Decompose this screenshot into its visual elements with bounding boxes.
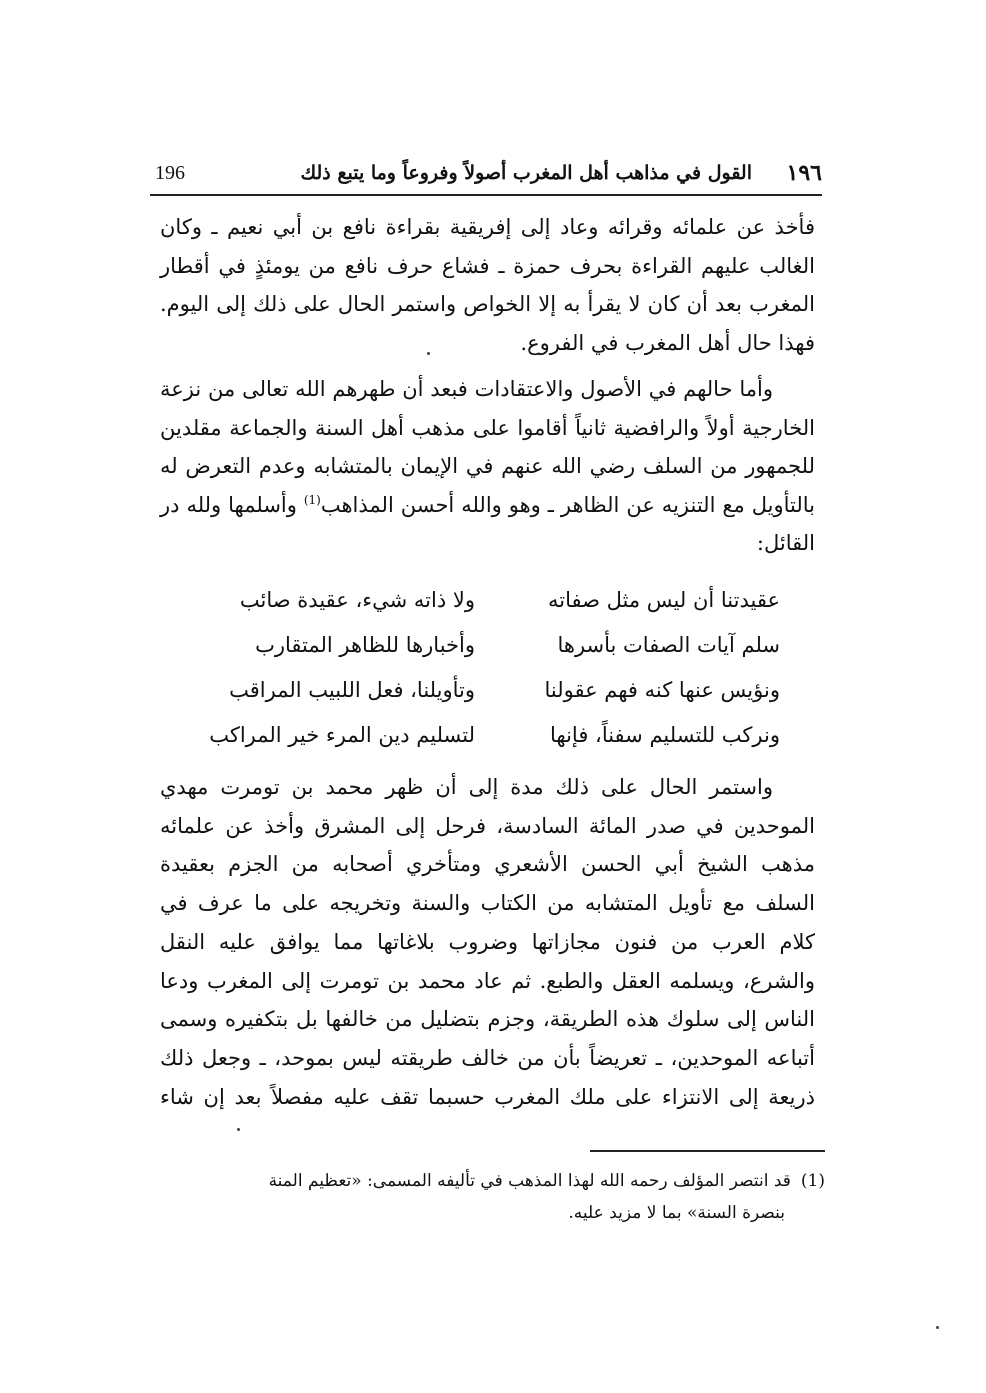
footnote	[160, 1165, 825, 1229]
paragraph-2-text: وأما حالهم في الأصول والاعتقادات فبعد أن طهرهم الله تعالى من نزعة الخارجية أولاً والرافضية ثانياً أقاموا على مذهب أهل السنة والجماعة مقلدين للجمهور من السلف رضي الله عنهم في الإيمان بالمتشابه وعدم التعرض له بالتأويل مع التنزيه عن الظاهر ـ وهو والله أحسن المذاهب	[160, 377, 815, 517]
footnote-reference[interactable]: (1)	[303, 492, 321, 507]
running-title: القول في مذاهب أهل المغرب أصولاً وفروعاً وما يتبع ذلك	[300, 162, 752, 184]
poem-verse	[160, 672, 820, 717]
poem	[160, 582, 820, 762]
poem-verse	[160, 627, 820, 672]
verse-first-hemistich: سلم آيات الصفات بأسرها	[557, 633, 780, 657]
poem-verse	[160, 582, 820, 627]
paragraph-2	[160, 370, 815, 563]
footnote-number: (1)	[800, 1171, 825, 1191]
footnote-line-1: قد انتصر المؤلف رحمه الله لهذا المذهب في تأليفه المسمى: «تعظيم المنة	[268, 1171, 791, 1191]
verse-second-hemistich: وأخبارها للظاهر المتقارب	[255, 633, 475, 657]
paragraph-2-tail: وأسلمها ولله در القائل:	[160, 492, 815, 555]
paragraph-1: فأخذ عن علمائه وقرائه وعاد إلى إفريقية بقراءة نافع بن أبي نعيم ـ وكان الغالب عليهم القراءة بحرف حمزة ـ فشاع حرف نافع من يومئذٍ في أقطار المغرب بعد أن كان لا يقرأ به إلا الخواص واستمر الحال على ذلك إلى اليوم. فهذا حال أهل المغرب في الفروع.	[160, 215, 815, 355]
running-header	[150, 158, 822, 192]
page-number-arabic: ١٩٦	[786, 160, 822, 186]
verse-second-hemistich: لتسليم دين المرء خير المراكب	[209, 723, 475, 747]
header-divider	[150, 194, 822, 196]
verse-first-hemistich: ونركب للتسليم سفناً، فإنها	[550, 723, 780, 747]
verse-second-hemistich: وتأويلنا، فعل اللبيب المراقب	[229, 678, 475, 702]
paragraph-3: واستمر الحال على ذلك مدة إلى أن ظهر محمد بن تومرت مهدي الموحدين في صدر المائة السادسة، فرحل إلى المشرق وأخذ عن علمائه مذهب الشيخ أبي الحسن الأشعري ومتأخري أصحابه من الجزم بعقيدة السلف مع تأويل المتشابه من الكتاب والسنة وتخريجه على ما عرف في كلام العرب من فنون مجازاتها وضروب بلاغاتها مما يوافق عليه النقل والشرع، ويسلمه العقل والطبع. ثم عاد محمد بن تومرت إلى المغرب ودعا الناس إلى سلوك هذه الطريقة، وجزم بتضليل من خالفها بل بتكفيره وسمى أتباعه الموحدين، ـ تعريضاً بأن من خالف طريقته ليس بموحد، ـ وجعل ذلك ذريعة إلى الانتزاء على ملك المغرب حسبما تقف عليه مفصلاً بعد إن شاء	[160, 775, 815, 1109]
scan-speck	[237, 1128, 240, 1131]
verse-first-hemistich: ونؤيس عنها كنه فهم عقولنا	[544, 678, 780, 702]
poem-verse	[160, 717, 820, 762]
verse-second-hemistich: ولا ذاته شيء، عقيدة صائب	[239, 588, 475, 612]
page-number-latin: 196	[155, 162, 185, 184]
scan-speck	[936, 1326, 939, 1329]
main-text	[160, 208, 815, 563]
main-text-continued	[160, 768, 815, 1116]
scan-speck	[427, 352, 430, 355]
footnote-divider	[590, 1150, 825, 1152]
footnote-line-2: بنصرة السنة» بما لا مزيد عليه.	[568, 1203, 785, 1223]
verse-first-hemistich: عقيدتنا أن ليس مثل صفاته	[547, 588, 780, 612]
